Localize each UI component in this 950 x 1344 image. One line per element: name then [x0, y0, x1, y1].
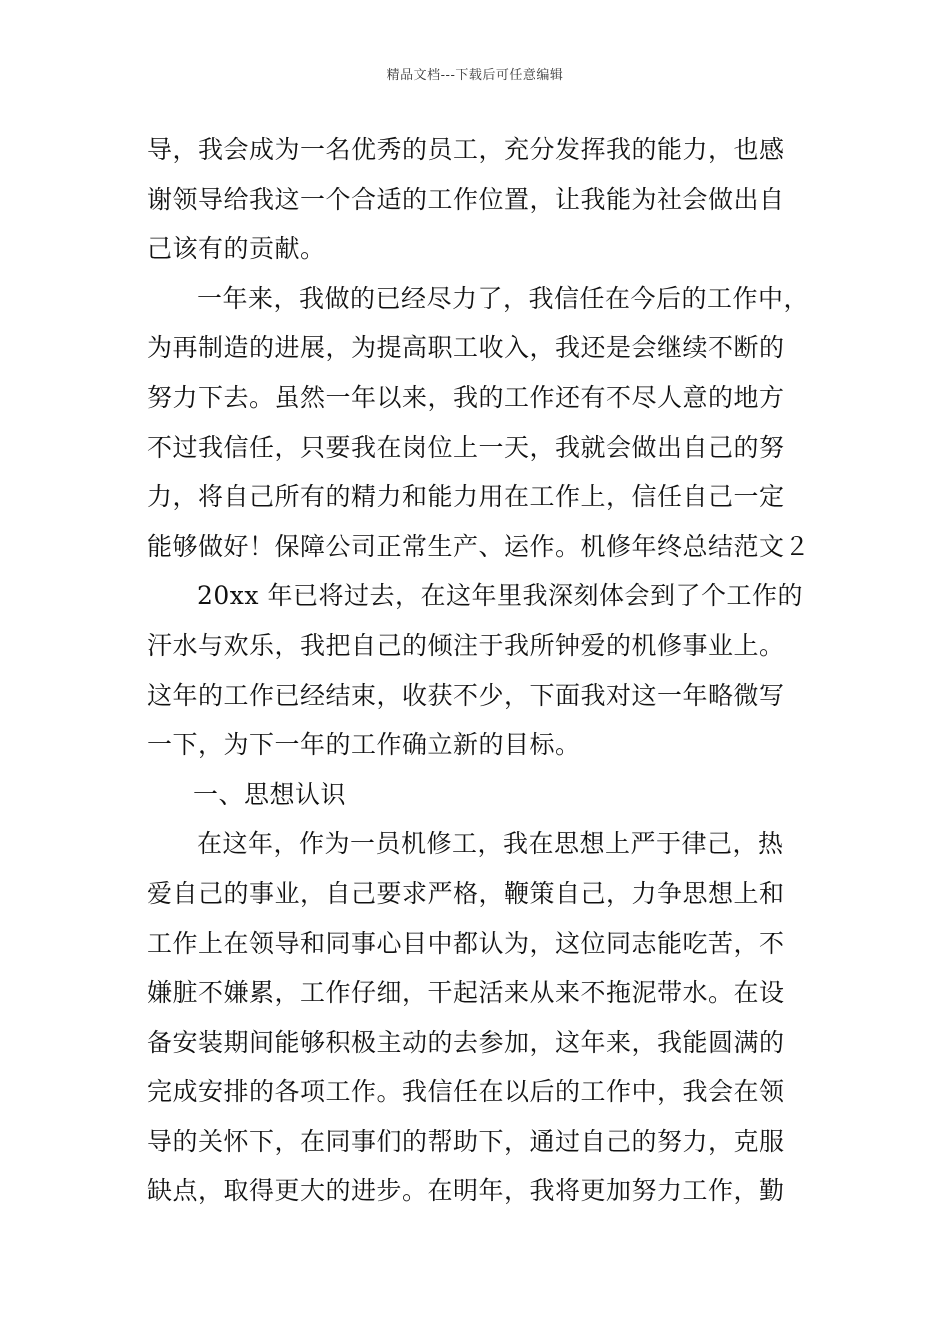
document-body — [147, 125, 811, 1216]
text-line: 缺点，取得更大的进步。在明年，我将更加努力工作，勤 — [147, 1176, 785, 1206]
paragraph-start-line: 在这年，作为一员机修工，我在思想上严于律己，热 — [197, 829, 784, 859]
text-line: 爱自己的事业，自己要求严格，鞭策自己，力争思想上和 — [147, 878, 785, 908]
text-line: 一下，为下一年的工作确立新的目标。 — [147, 730, 581, 760]
text-line: 努力下去。虽然一年以来，我的工作还有不尽人意的地方 — [147, 382, 785, 412]
paragraph-start-line: 20xx 年已将过去，在这年里我深刻体会到了个工作的 — [197, 581, 803, 611]
text-line: 嫌脏不嫌累，工作仔细，干起活来从来不拖泥带水。在设 — [147, 978, 785, 1008]
section-heading: 一、思想认识 — [193, 779, 347, 809]
text-line: 工作上在领导和同事心目中都认为，这位同志能吃苦，不 — [147, 928, 785, 958]
text-line: 完成安排的各项工作。我信任在以后的工作中，我会在领 — [147, 1077, 785, 1107]
text-line: 为再制造的进展，为提高职工收入，我还是会继续不断的 — [147, 333, 785, 363]
text-line: 这年的工作已经结束，收获不少，下面我对这一年略微写 — [147, 680, 785, 710]
text-line: 导，我会成为一名优秀的员工，充分发挥我的能力，也感 — [147, 135, 785, 164]
text-line: 能够做好！保障公司正常生产、运作。机修年终总结范文２ — [147, 531, 811, 561]
text-line: 汗水与欢乐，我把自己的倾注于我所钟爱的机修事业上。 — [147, 630, 785, 660]
page-header: 精品文档---下载后可任意编辑 — [386, 68, 564, 83]
paragraph-start-line: 一年来，我做的已经尽力了，我信任在今后的工作中， — [197, 283, 810, 313]
text-line: 己该有的贡献。 — [147, 234, 326, 264]
text-line: 备安装期间能够积极主动的去参加，这年来，我能圆满的 — [147, 1027, 785, 1057]
text-line: 导的关怀下，在同事们的帮助下，通过自己的努力，克服 — [147, 1126, 785, 1156]
text-line: 谢领导给我这一个合适的工作位置，让我能为社会做出自 — [147, 184, 785, 214]
text-line: 力，将自己所有的精力和能力用在工作上，信任自己一定 — [147, 482, 785, 512]
text-line: 不过我信任，只要我在岗位上一天，我就会做出自己的努 — [147, 432, 785, 462]
